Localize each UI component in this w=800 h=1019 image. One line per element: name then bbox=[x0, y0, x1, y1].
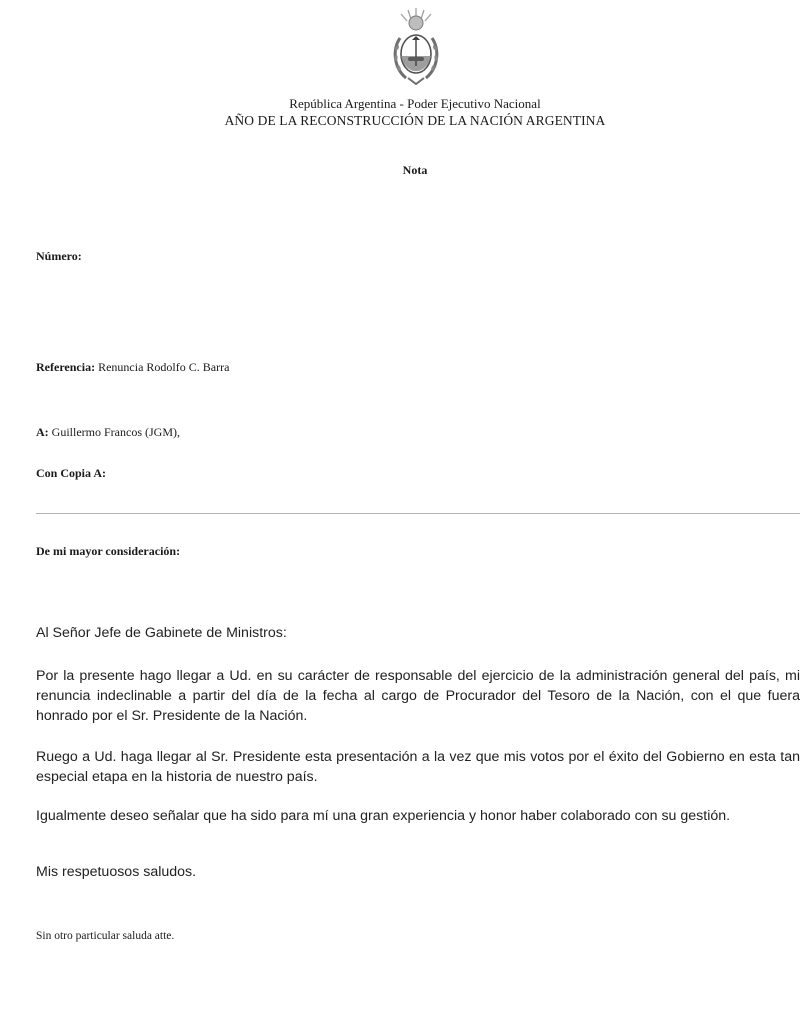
addressee-line: Al Señor Jefe de Gabinete de Ministros: bbox=[36, 625, 287, 641]
field-a-label: A: bbox=[36, 425, 49, 439]
header-line-republica: República Argentina - Poder Ejecutivo Nacional bbox=[289, 96, 541, 111]
field-numero-label: Número: bbox=[36, 249, 82, 263]
body-paragraph: Ruego a Ud. haga llegar al Sr. Presidente esta presentación a la vez que mis votos por el éxito del Gobierno en esta tan especial etapa en la historia de nuestro país. bbox=[36, 749, 800, 785]
field-a bbox=[36, 425, 180, 440]
field-referencia-value: Renuncia Rodolfo C. Barra bbox=[98, 360, 230, 374]
field-con-copia bbox=[36, 466, 106, 481]
section-divider bbox=[36, 513, 800, 514]
document-type: Nota bbox=[402, 163, 428, 177]
field-a-value: Guillermo Francos (JGM), bbox=[51, 425, 180, 439]
argentina-coat-of-arms-icon bbox=[388, 4, 444, 88]
body-paragraph: Por la presente hago llegar a Ud. en su carácter de responsable del ejercicio de la administración general del país, mi renuncia indeclinable a partir del día de la fecha al cargo de Procurador del Tesoro de la Nación, con el que fuera honrado por el Sr. Presidente de la Nación. bbox=[36, 668, 800, 724]
header-line-ano: AÑO DE LA RECONSTRUCCIÓN DE LA NACIÓN ARGENTINA bbox=[224, 113, 606, 128]
closing-greeting: Mis respetuosos saludos. bbox=[36, 864, 197, 880]
salutation: De mi mayor consideración: bbox=[36, 544, 181, 558]
body-paragraph: Igualmente deseo señalar que ha sido para mí una gran experiencia y honor haber colaborado con su gestión. bbox=[36, 808, 731, 824]
signoff-line: Sin otro particular saluda atte. bbox=[36, 930, 175, 942]
field-referencia-label: Referencia: bbox=[36, 360, 96, 374]
field-numero bbox=[36, 249, 82, 264]
field-con-copia-label: Con Copia A: bbox=[36, 466, 107, 480]
field-referencia bbox=[36, 360, 229, 375]
